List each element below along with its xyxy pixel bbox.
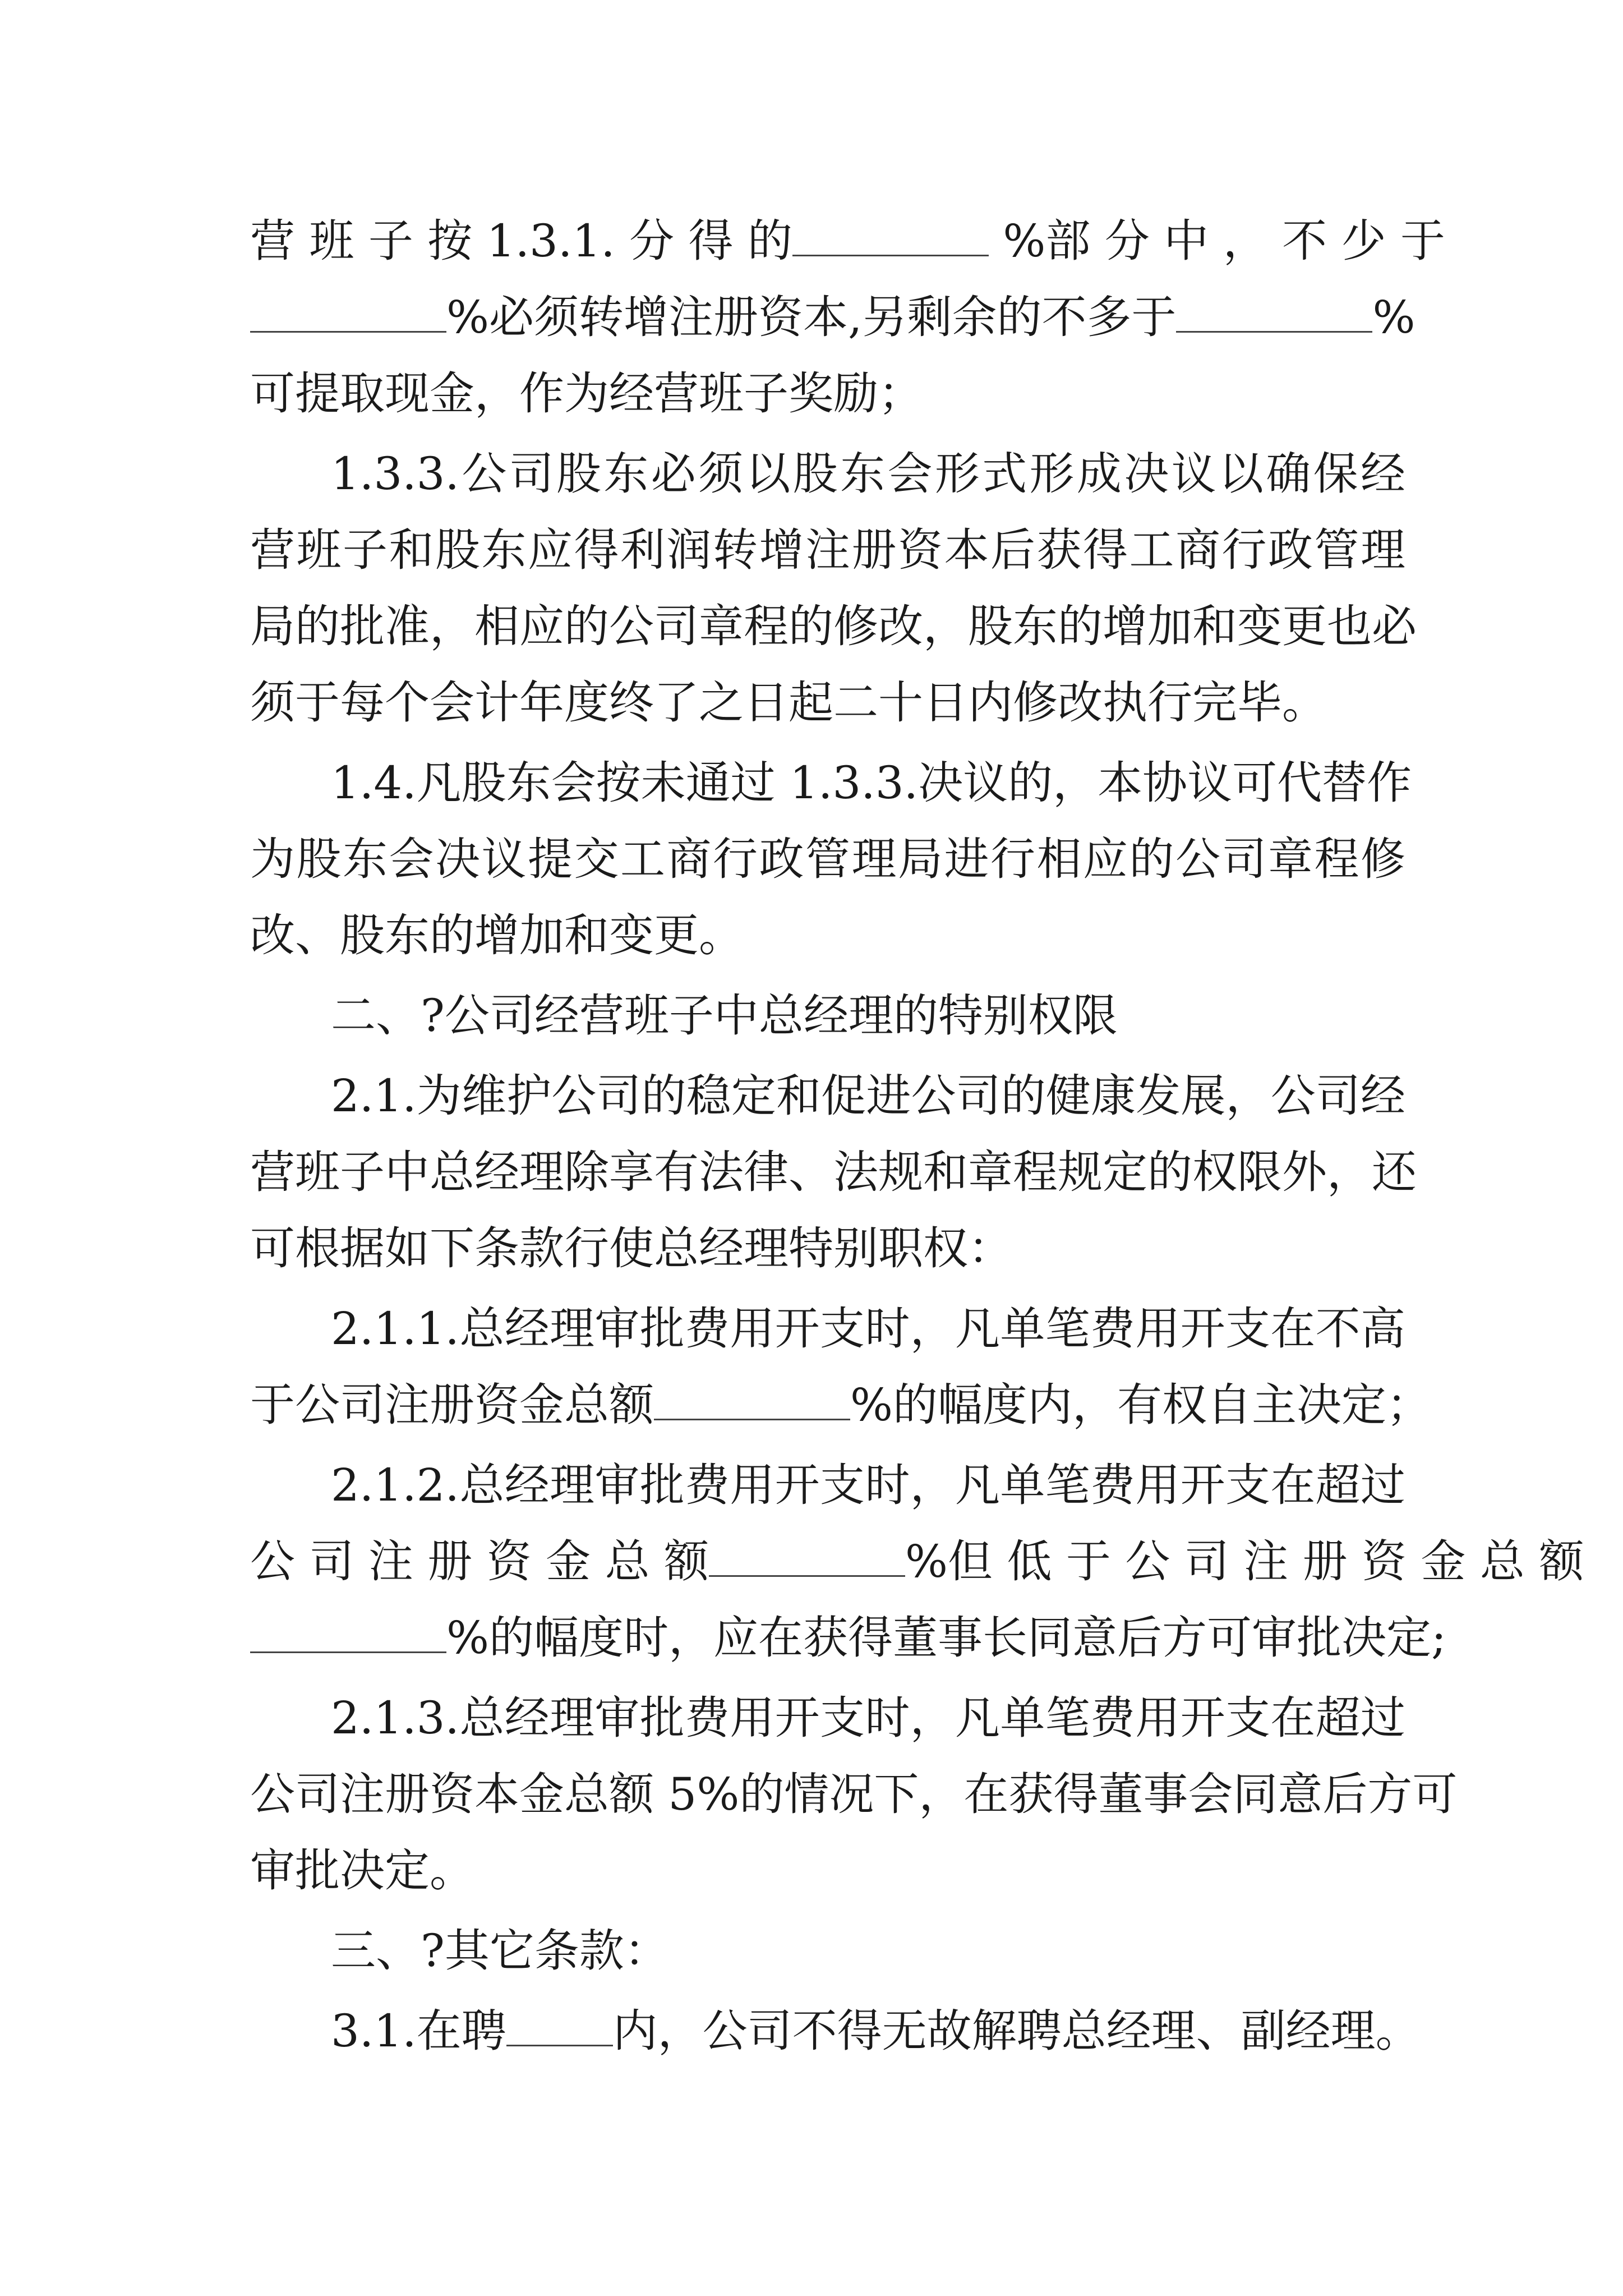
text-line: 可根据如下条款行使总经理特别职权： xyxy=(250,1222,1013,1274)
text-line: 1.3.3.公司股东必须以股东会形式形成决议以确保经 xyxy=(331,448,1405,500)
text-line: %必须转增注册资本,另剩余的不多于 % xyxy=(250,278,1405,357)
text-line: 公 司 注 册 资 金 总 额 %但 低 于 公 司 注 册 资 金 总 额 xyxy=(250,1535,1584,1588)
text-line: %的幅度时，应在获得董事长同意后方可审批决定; xyxy=(250,1599,1405,1677)
text-line: 2.1.为维护公司的稳定和促进公司的健康发展，公司经 xyxy=(331,1070,1405,1122)
text-line: 营 班 子 按 1.3.1. 分 得 的 %部 分 中 ， 不 少 于 xyxy=(250,215,1446,267)
text-line: 为股东会决议提交工商行政管理局进行相应的公司章程修 xyxy=(250,833,1405,885)
text-line: 3.1.在聘 内，公司不得无故解聘总经理、副经理。 xyxy=(331,2005,1421,2057)
section-heading: 三、?其它条款： xyxy=(331,1925,669,1977)
fill-blank xyxy=(709,1536,905,1577)
text-line: 审批决定。 xyxy=(250,1844,474,1897)
fill-blank xyxy=(1176,292,1372,333)
text-line: 2.1.2.总经理审批费用开支时，凡单笔费用开支在超过 xyxy=(331,1459,1405,1511)
section-heading: 二、?公司经营班子中总经理的特别权限 xyxy=(331,990,1118,1042)
fill-blank xyxy=(506,2005,613,2046)
text-line: 改、股东的增加和变更。 xyxy=(250,909,744,961)
text-line: 公司注册资本金总额 5%的情况下，在获得董事会同意后方可 xyxy=(250,1768,1458,1820)
text-line: 须于每个会计年度终了之日起二十日内修改执行完毕。 xyxy=(250,677,1327,729)
text-line: 营班子中总经理除享有法律、法规和章程规定的权限外，还 xyxy=(250,1146,1417,1198)
text-line: 营班子和股东应得利润转增注册资本后获得工商行政管理 xyxy=(250,524,1405,576)
text-line: 1.4.凡股东会按未通过 1.3.3.决议的，本协议可代替作 xyxy=(331,757,1412,809)
fill-blank xyxy=(250,292,446,333)
text-line: 2.1.1.总经理审批费用开支时，凡单笔费用开支在不高 xyxy=(331,1303,1405,1355)
text-line: 于公司注册资金总额 %的幅度内，有权自主决定； xyxy=(250,1379,1432,1431)
text-line: 局的批准，相应的公司章程的修改，股东的增加和变更也必 xyxy=(250,600,1417,652)
fill-blank xyxy=(250,1612,446,1653)
text-line: 可提取现金，作为经营班子奖励； xyxy=(250,367,923,420)
text-line: 2.1.3.总经理审批费用开支时，凡单笔费用开支在超过 xyxy=(331,1692,1405,1744)
fill-blank xyxy=(792,215,989,256)
fill-blank xyxy=(654,1379,850,1420)
